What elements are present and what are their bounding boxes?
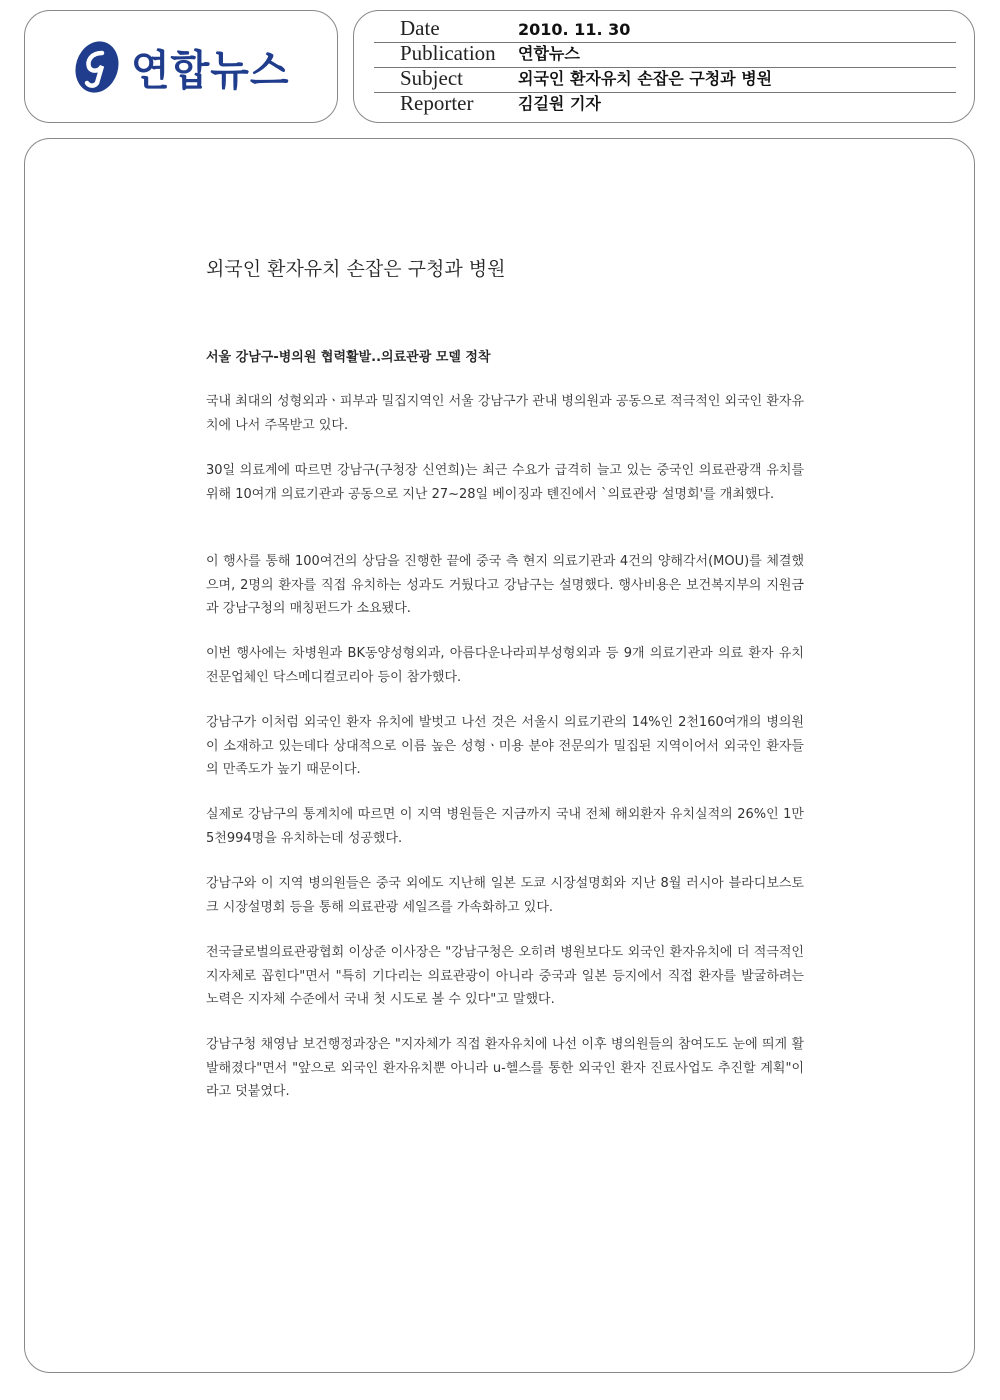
subject-value: 외국인 환자유치 손잡은 구청과 병원 [518, 69, 773, 88]
article-subtitle: 서울 강남구-병의원 협력활발..의료관광 모델 정착 [206, 350, 491, 365]
date-row [374, 17, 956, 43]
paragraph: 이번 행사에는 차병원과 BK동양성형외과, 아름다운나라피부성형외과 등 9개 의료기관과 의료 환자 유치 전문업체인 닥스메디컬코리아 등이 참가했다. [206, 646, 804, 685]
reporter-row [374, 92, 956, 117]
subject-label: Subject [400, 66, 463, 90]
subject-row [374, 67, 956, 93]
paragraph: 강남구와 이 지역 병의원들은 중국 외에도 지난해 일본 도쿄 시장설명회와 지난 8월 러시아 블라디보스토크 시장설명회 등을 통해 의료관광 세일즈를 가속화하고 있다. [206, 876, 804, 915]
date-value: 2010. 11. 30 [518, 20, 631, 39]
reporter-value: 김길원 기자 [518, 94, 601, 113]
paragraph: 전국글로벌의료관광협회 이상준 이사장은 "강남구청은 오히려 병원보다도 외국인 환자유치에 더 적극적인 지자체로 꼽힌다"면서 "특히 기다리는 의료관광이 아니라 중국과 일본 등지에서 직접 환자를 발굴하려는 노력은 지자체 수준에서 국내 첫 시도로 볼 수 있다"고 말했다. [206, 945, 804, 1007]
paragraph: 실제로 강남구의 통계치에 따르면 이 지역 병원들은 지금까지 국내 전체 해외환자 유치실적의 26%인 1만5천994명을 유치하는데 성공했다. [206, 807, 804, 846]
paragraph: 이 행사를 통해 100여건의 상담을 진행한 끝에 중국 측 현지 의료기관과 4건의 양해각서(MOU)를 체결했으며, 2명의 환자를 직접 유치하는 성과도 거뒀다고 강남구는 설명했다. 행사비용은 보건복지부의 지원금과 강남구청의 매칭펀드가 소요됐다. [206, 554, 804, 616]
paragraph: 30일 의료계에 따르면 강남구(구청장 신연희)는 최근 수요가 급격히 늘고 있는 중국인 의료관광객 유치를 위해 10여개 의료기관과 공동으로 지난 27~28일 베이징과 톈진에서 `의료관광 설명회'를 개최했다. [206, 463, 804, 502]
info-panel [353, 10, 975, 123]
paragraph: 국내 최대의 성형외과ㆍ피부과 밀집지역인 서울 강남구가 관내 병의원과 공동으로 적극적인 외국인 환자유치에 나서 주목받고 있다. [206, 394, 805, 433]
paragraph: 강남구청 채영남 보건행정과장은 "지자체가 직접 환자유치에 나선 이후 병의원들의 참여도도 눈에 띄게 활발해졌다"면서 "앞으로 외국인 환자유치뿐 아니라 u-헬스를 통한 외국인 환자 진료사업도 추진할 계획"이라고 덧붙였다. [206, 1037, 804, 1099]
yonhap-logo [69, 39, 290, 95]
paragraph: 강남구가 이처럼 외국인 환자 유치에 발벗고 나선 것은 서울시 의료기관의 14%인 2천160여개의 병의원이 소재하고 있는데다 상대적으로 이름 높은 성형ㆍ미용 분야 전문의가 밀집된 지역이어서 외국인 환자들의 만족도가 높기 때문이다. [206, 715, 804, 777]
article-title: 외국인 환자유치 손잡은 구청과 병원 [206, 258, 506, 280]
publication-label: Publication [400, 41, 496, 65]
logo-panel [24, 10, 338, 123]
publication-row [374, 42, 956, 68]
yonhap-logo-icon [69, 39, 125, 95]
logo-text: 연합뉴스 [131, 46, 290, 95]
date-label: Date [400, 16, 440, 40]
reporter-label: Reporter [400, 91, 474, 115]
publication-value: 연합뉴스 [518, 44, 580, 63]
